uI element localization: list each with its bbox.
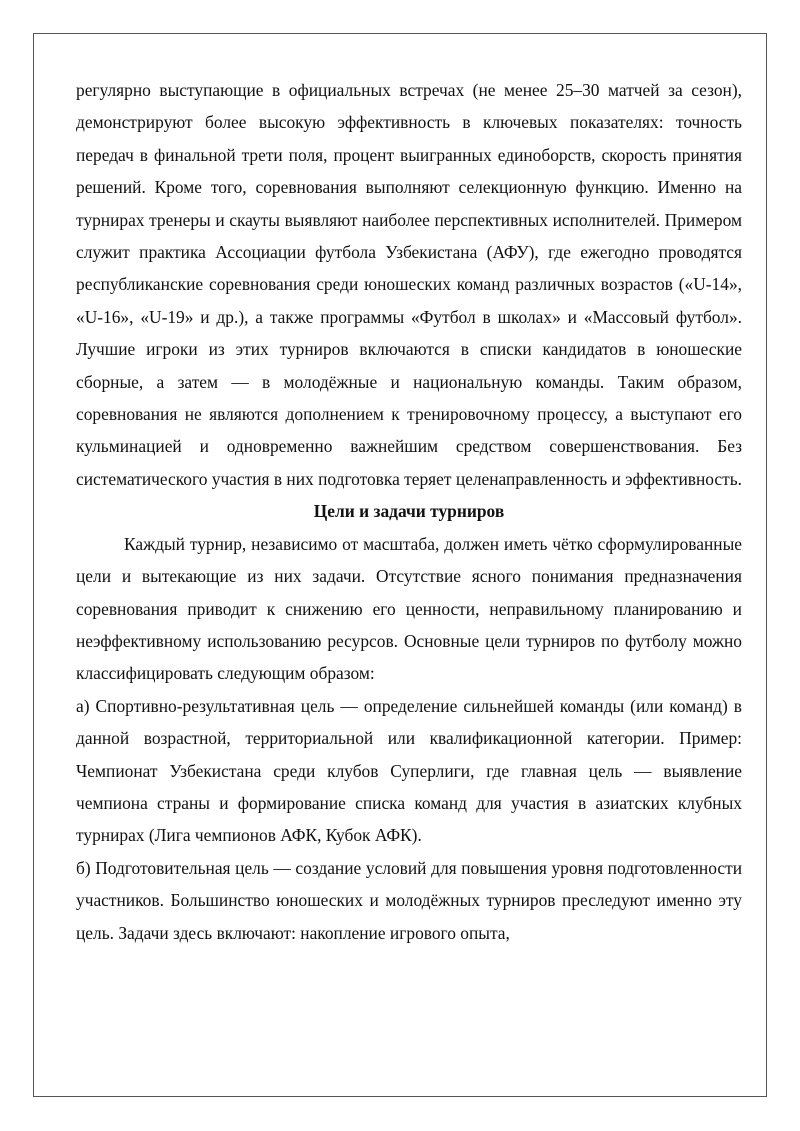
document-body bbox=[76, 74, 742, 949]
paragraph-selection-function: регулярно выступающие в официальных встречах (не менее 25–30 матчей за сезон), демонстрируют более высокую эффективность в ключевых показателях: точность передач в финальной трети поля, процент выигранных единоборств, скорость принятия решений. Кроме того, соревнования выполняют селекционную функцию. Именно на турнирах тренеры и скауты выявляют наиболее перспективных исполнителей. Примером служит практика Ассоциации футбола Узбекистана (АФУ), где ежегодно проводятся республиканские соревнования среди юношеских команд различных возрастов («U-14», «U-16», «U-19» и др.), а также программы «Футбол в школах» и «Массовый футбол». Лучшие игроки из этих турниров включаются в списки кандидатов в юношеские сборные, а затем — в молодёжные и национальную команды. Таким образом, соревнования не являются дополнением к тренировочному процессу, а выступают его кульминацией и одновременно важнейшим средством совершенствования. Без систематического участия в них подготовка теряет целенаправленность и эффективность. bbox=[76, 80, 743, 489]
section-heading: Цели и задачи турниров bbox=[313, 501, 505, 522]
list-item-sport-result-goal: а) Спортивно-результативная цель — определение сильнейшей команды (или команд) в данной возрастной, территориальной или квалификационной категории. Пример: Чемпионат Узбекистана среди клубов Суперлиги, где главная цель — выявление чемпиона страны и формирование списка команд для участия в азиатских клубных турнирах (Лига чемпионов АФК, Кубок АФК). bbox=[76, 695, 742, 846]
paragraph-tournament-goals: Каждый турнир, независимо от масштаба, должен иметь чётко сформулированные цели и вытекающие из них задачи. Отсутствие ясного понимания предназначения соревнования приводит к снижению его ценности, неправильному планированию и неэффективному использованию ресурсов. Основные цели турниров по футболу можно классифицировать следующим образом: bbox=[76, 533, 742, 684]
list-item-preparatory-goal: б) Подготовительная цель — создание условий для повышения уровня подготовленности участников. Большинство юношеских и молодёжных турниров преследуют именно эту цель. Задачи здесь включают: накопление игрового опыта, bbox=[76, 857, 742, 943]
